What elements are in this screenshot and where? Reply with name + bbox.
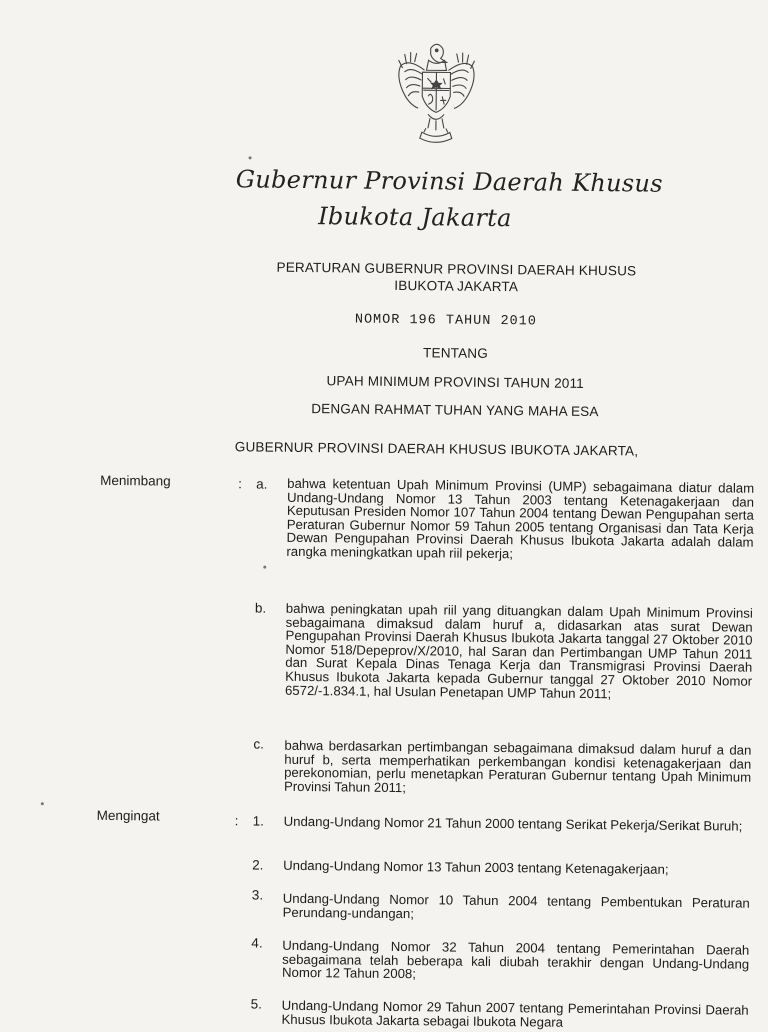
menimbang-item-c-marker: c. xyxy=(253,736,264,751)
mengingat-label: Mengingat xyxy=(97,808,160,824)
mengingat-item-2-text: Undang-Undang Nomor 13 Tahun 2003 tentang Ketenagakerjaan; xyxy=(283,859,750,877)
rahmat-line: DENGAN RAHMAT TUHAN YANG MAHA ESA xyxy=(71,399,768,422)
gubernur-line: GUBERNUR PROVINSI DAERAH KHUSUS IBUKOTA JAKARTA, xyxy=(52,437,768,460)
mengingat-item-1-text: Undang-Undang Nomor 21 Tahun 2000 tentang Serikat Pekerja/Serikat Buruh; xyxy=(284,815,751,833)
regulation-title-line2: IBUKOTA JAKARTA xyxy=(72,275,768,298)
mengingat-item-4-text: Undang-Undang Nomor 32 Tahun 2004 tentang Pemerintahan Daerah sebagaimana telah beberapa kali diubah terakhir dengan Undang-Undang Nomor 12 Tahun 2008; xyxy=(282,939,749,985)
scan-speck xyxy=(249,156,252,159)
regulation-subject: UPAH MINIMUM PROVINSI TAHUN 2011 xyxy=(71,371,768,394)
governor-script-title-line1: Gubernur Provinsi Daerah Khusus xyxy=(65,163,768,199)
mengingat-item-4-marker: 4. xyxy=(251,935,262,950)
menimbang-item-b-marker: b. xyxy=(255,600,266,615)
mengingat-colon: : xyxy=(235,813,239,828)
menimbang-item-a-marker: a. xyxy=(256,476,267,491)
mengingat-item-1-marker: 1. xyxy=(253,813,264,828)
regulation-number: NOMOR 196 TAHUN 2010 xyxy=(62,309,768,332)
mengingat-item-3-marker: 3. xyxy=(252,887,263,902)
mengingat-item-2-marker: 2. xyxy=(252,857,263,872)
mengingat-item-5-marker: 5. xyxy=(251,996,262,1011)
scan-speck xyxy=(41,802,44,805)
tentang-heading: TENTANG xyxy=(71,342,768,365)
regulation-title-line1: PERATURAN GUBERNUR PROVINSI DAERAH KHUSUS xyxy=(72,258,768,281)
mengingat-item-3-text: Undang-Undang Nomor 10 Tahun 2004 tentang Pembentukan Peraturan Perundang-undangan; xyxy=(283,892,750,924)
garuda-emblem-icon xyxy=(372,30,501,159)
menimbang-item-a-text: bahwa ketentuan Upah Minimum Provinsi (UMP) sebagaimana diatur dalam Undang-Undang Nomor 13 Tahun 2003 tentang Ketenagakerjaan dan Keputusan Presiden Nomor 107 Tahun 2004 tentang Dewan Pengupahan serta Peraturan Gubernur Nomor 59 Tahun 2005 tentang Organisasi dan Tata Kerja Dewan Pengupahan Provinsi Daerah Khusus Ibukota Jakarta adalah dalam rangka meningkatkan upah riil pekerja; xyxy=(286,477,754,563)
scan-speck xyxy=(263,566,266,569)
menimbang-colon: : xyxy=(238,476,242,491)
governor-script-title-line2: Ibukota Jakarta xyxy=(31,199,768,235)
menimbang-item-b-text: bahwa peningkatan upah riil yang dituangkan dalam Upah Minimum Provinsi sebagaimana dimaksud dalam huruf a, didasarkan atas surat Dewan Pengupahan Provinsi Daerah Khusus Ibukota Jakarta tanggal 27 Oktober 2010 Nomor 518/Depeprov/X/2010, hal Saran dan Pertimbangan UMP Tahun 2011 dan Surat Kepala Dinas Tenaga Kerja dan Transmigrasi Provinsi Daerah Khusus Ibukota Jakarta kepada Gubernur tanggal 27 Oktober 2010 Nomor 6572/-1.834.1, hal Usulan Penetapan UMP Tahun 2011; xyxy=(285,602,753,702)
menimbang-label: Menimbang xyxy=(100,473,171,489)
mengingat-item-5-text: Undang-Undang Nomor 29 Tahun 2007 tentang Pemerintahan Provinsi Daerah Khusus Ibukota Jakarta sebagai Ibukota Negara xyxy=(281,999,748,1031)
menimbang-item-c-text: bahwa berdasarkan pertimbangan sebagaimana dimaksud dalam huruf a dan huruf b, serta memperhatikan perkembangan kondisi ketenagakerjaan dan perekonomian, perlu menetapkan Peraturan Gubernur tentang Upah Minimum Provinsi Tahun 2011; xyxy=(284,739,752,798)
